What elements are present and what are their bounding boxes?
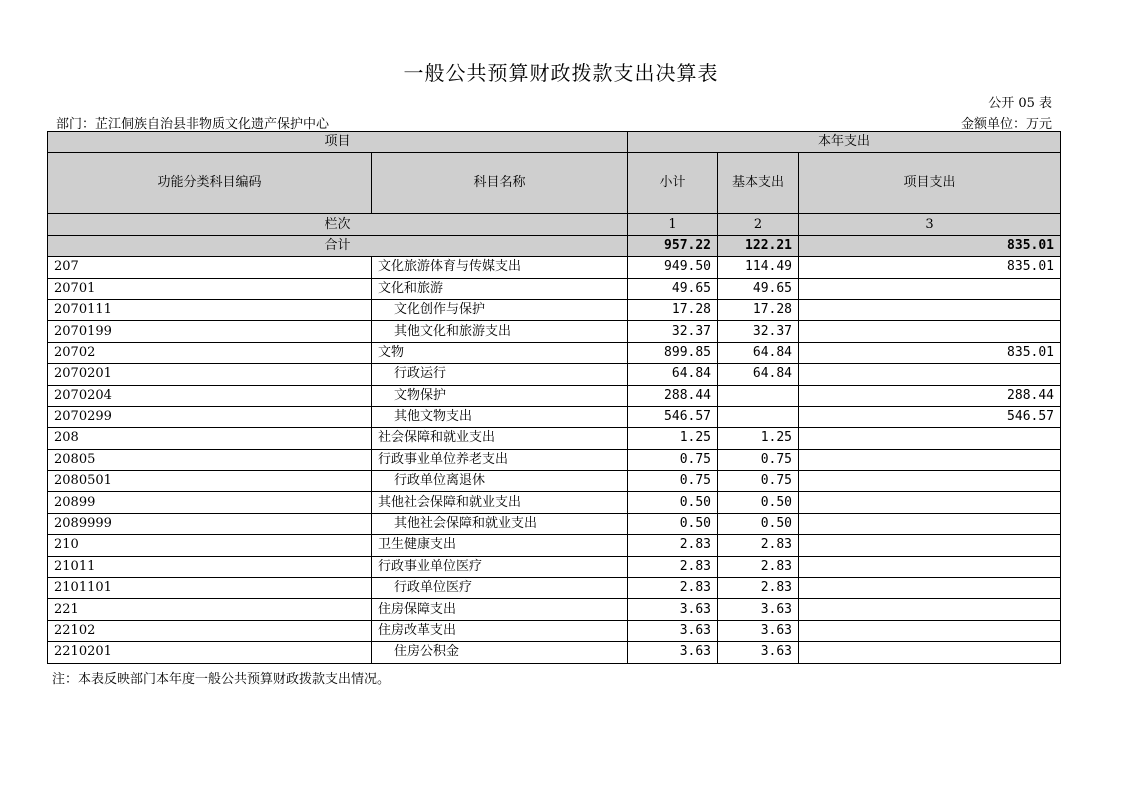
row-code: 20899 (48, 492, 372, 513)
header-subtotal: 小计 (628, 153, 718, 214)
row-basic: 0.50 (718, 492, 799, 513)
row-name: 文化和旅游 (372, 278, 628, 299)
row-basic: 49.65 (718, 278, 799, 299)
table-row (48, 620, 1061, 641)
total-subtotal: 957.22 (628, 235, 718, 256)
row-code: 221 (48, 599, 372, 620)
row-name: 文化创作与保护 (372, 299, 628, 320)
row-name: 其他社会保障和就业支出 (372, 492, 628, 513)
table-row (48, 406, 1061, 427)
header-current-year: 本年支出 (628, 132, 1061, 153)
row-code: 2080501 (48, 471, 372, 492)
row-subtotal: 0.50 (628, 513, 718, 534)
row-basic: 3.63 (718, 642, 799, 663)
row-code: 2101101 (48, 578, 372, 599)
row-basic: 2.83 (718, 535, 799, 556)
row-subtotal: 49.65 (628, 278, 718, 299)
table-row (48, 449, 1061, 470)
row-project (799, 620, 1061, 641)
row-name: 其他文物支出 (372, 406, 628, 427)
row-project (799, 428, 1061, 449)
header-project-expense: 项目支出 (799, 153, 1061, 214)
row-project: 546.57 (799, 406, 1061, 427)
row-basic: 0.75 (718, 471, 799, 492)
department-label: 部门：芷江侗族自治县非物质文化遗产保护中心 (56, 117, 330, 132)
row-name: 住房公积金 (372, 642, 628, 663)
row-project (799, 364, 1061, 385)
row-subtotal: 2.83 (628, 556, 718, 577)
row-project (799, 642, 1061, 663)
row-code: 22102 (48, 620, 372, 641)
table-row (48, 471, 1061, 492)
row-basic: 3.63 (718, 599, 799, 620)
row-subtotal: 64.84 (628, 364, 718, 385)
row-subtotal: 3.63 (628, 642, 718, 663)
row-name: 文化旅游体育与传媒支出 (372, 257, 628, 278)
row-name: 文物保护 (372, 385, 628, 406)
table-row (48, 278, 1061, 299)
row-name: 社会保障和就业支出 (372, 428, 628, 449)
row-code: 207 (48, 257, 372, 278)
row-subtotal: 3.63 (628, 620, 718, 641)
row-name: 卫生健康支出 (372, 535, 628, 556)
header-name: 科目名称 (372, 153, 628, 214)
row-code: 20702 (48, 342, 372, 363)
row-name: 其他社会保障和就业支出 (372, 513, 628, 534)
header-project: 项目 (48, 132, 628, 153)
row-basic: 32.37 (718, 321, 799, 342)
total-row (48, 235, 1061, 256)
row-project (799, 578, 1061, 599)
row-code: 20701 (48, 278, 372, 299)
row-project: 835.01 (799, 257, 1061, 278)
row-subtotal: 0.75 (628, 449, 718, 470)
table-note: 注：本表反映部门本年度一般公共预算财政拨款支出情况。 (52, 672, 391, 687)
row-project: 835.01 (799, 342, 1061, 363)
row-name: 行政单位离退休 (372, 471, 628, 492)
header-column-index-label: 栏次 (48, 214, 628, 235)
header-basic: 基本支出 (718, 153, 799, 214)
table-row (48, 599, 1061, 620)
row-subtotal: 0.50 (628, 492, 718, 513)
row-project (799, 299, 1061, 320)
row-code: 2070204 (48, 385, 372, 406)
table-row (48, 535, 1061, 556)
table-row (48, 556, 1061, 577)
row-basic: 17.28 (718, 299, 799, 320)
row-code: 2089999 (48, 513, 372, 534)
header-column-index-1: 1 (628, 214, 718, 235)
row-basic: 2.83 (718, 556, 799, 577)
table-row (48, 257, 1061, 278)
row-project (799, 321, 1061, 342)
row-code: 20805 (48, 449, 372, 470)
row-basic: 2.83 (718, 578, 799, 599)
table-row (48, 299, 1061, 320)
row-basic: 0.75 (718, 449, 799, 470)
row-basic: 64.84 (718, 364, 799, 385)
row-project (799, 556, 1061, 577)
expenditure-table (47, 131, 1061, 664)
table-row (48, 578, 1061, 599)
header-code: 功能分类科目编码 (48, 153, 372, 214)
row-code: 21011 (48, 556, 372, 577)
table-row (48, 364, 1061, 385)
page-title: 一般公共预算财政拨款支出决算表 (403, 61, 719, 85)
row-subtotal: 2.83 (628, 578, 718, 599)
row-subtotal: 899.85 (628, 342, 718, 363)
table-row (48, 492, 1061, 513)
row-code: 2070111 (48, 299, 372, 320)
table-row (48, 342, 1061, 363)
table-row (48, 642, 1061, 663)
row-name: 行政运行 (372, 364, 628, 385)
row-basic: 0.50 (718, 513, 799, 534)
row-name: 行政事业单位养老支出 (372, 449, 628, 470)
row-basic: 114.49 (718, 257, 799, 278)
row-name: 行政事业单位医疗 (372, 556, 628, 577)
table-row (48, 428, 1061, 449)
row-subtotal: 546.57 (628, 406, 718, 427)
row-subtotal: 949.50 (628, 257, 718, 278)
row-subtotal: 2.83 (628, 535, 718, 556)
row-name: 住房保障支出 (372, 599, 628, 620)
row-code: 208 (48, 428, 372, 449)
row-code: 210 (48, 535, 372, 556)
form-number: 公开 05 表 (988, 96, 1052, 111)
row-basic: 3.63 (718, 620, 799, 641)
row-subtotal: 17.28 (628, 299, 718, 320)
row-name: 其他文化和旅游支出 (372, 321, 628, 342)
row-subtotal: 32.37 (628, 321, 718, 342)
row-subtotal: 0.75 (628, 471, 718, 492)
row-code: 2210201 (48, 642, 372, 663)
row-name: 行政单位医疗 (372, 578, 628, 599)
total-label: 合计 (48, 235, 628, 256)
row-subtotal: 1.25 (628, 428, 718, 449)
table-row (48, 385, 1061, 406)
amount-unit-label: 金额单位：万元 (960, 117, 1052, 132)
row-project (799, 492, 1061, 513)
row-project (799, 471, 1061, 492)
row-subtotal: 288.44 (628, 385, 718, 406)
total-basic: 122.21 (718, 235, 799, 256)
row-code: 2070199 (48, 321, 372, 342)
row-subtotal: 3.63 (628, 599, 718, 620)
row-name: 文物 (372, 342, 628, 363)
row-project: 288.44 (799, 385, 1061, 406)
row-project (799, 449, 1061, 470)
row-basic: 1.25 (718, 428, 799, 449)
row-project (799, 535, 1061, 556)
row-project (799, 278, 1061, 299)
row-name: 住房改革支出 (372, 620, 628, 641)
row-basic: 64.84 (718, 342, 799, 363)
row-code: 2070201 (48, 364, 372, 385)
row-code: 2070299 (48, 406, 372, 427)
header-column-index-2: 2 (718, 214, 799, 235)
table-row (48, 321, 1061, 342)
row-project (799, 513, 1061, 534)
header-column-index-3: 3 (799, 214, 1061, 235)
total-project: 835.01 (799, 235, 1061, 256)
row-basic (718, 406, 799, 427)
table-row (48, 513, 1061, 534)
row-basic (718, 385, 799, 406)
row-project (799, 599, 1061, 620)
